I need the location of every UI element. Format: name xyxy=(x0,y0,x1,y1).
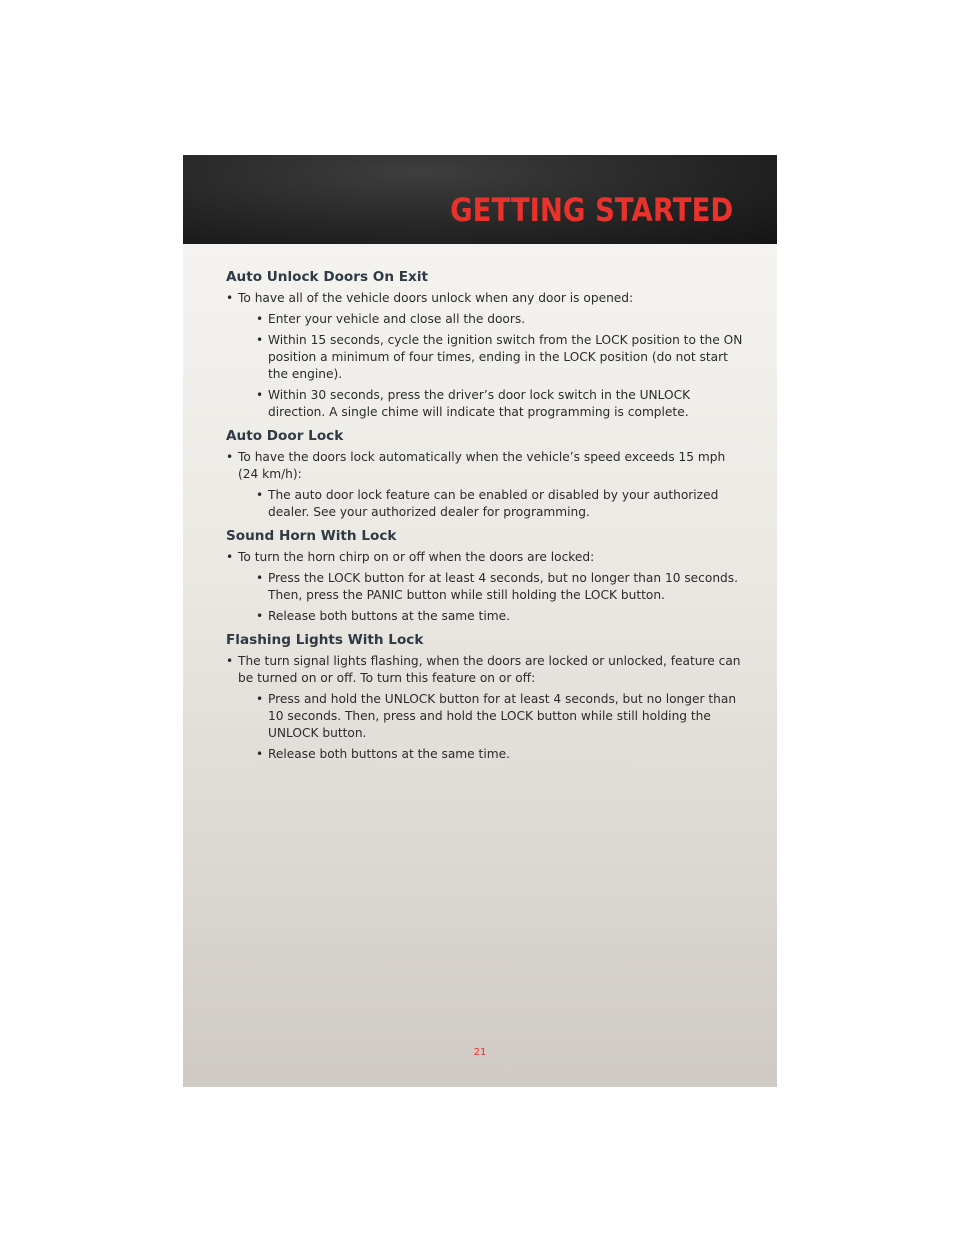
manual-page xyxy=(183,155,777,1087)
item-text: To have all of the vehicle doors unlock when any door is opened: xyxy=(238,291,634,305)
item-text: Press and hold the UNLOCK button for at least 4 seconds, but no longer than 10 seconds. Then, press and hold the LOCK button while still holding the UNLOCK button. xyxy=(268,692,737,740)
bullet: • xyxy=(256,388,264,402)
section-title: Auto Unlock Doors On Exit xyxy=(226,269,428,285)
item-text: The auto door lock feature can be enabled or disabled by your authorized dealer. See your authorized dealer for programming. xyxy=(268,488,719,519)
list-item xyxy=(226,549,746,566)
bullet: • xyxy=(256,488,264,502)
sub-list-item xyxy=(226,332,746,383)
sub-list-item xyxy=(226,691,746,742)
bullet: • xyxy=(256,692,264,706)
section-title: Sound Horn With Lock xyxy=(226,528,397,544)
item-text: Within 30 seconds, press the driver’s door lock switch in the UNLOCK direction. A single chime will indicate that programming is complete. xyxy=(268,388,691,419)
sub-list-item xyxy=(226,311,746,328)
bullet: • xyxy=(226,654,234,668)
sub-list-item xyxy=(226,387,746,421)
bullet: • xyxy=(226,291,234,305)
sub-list-item xyxy=(226,746,746,763)
item-text: To have the doors lock automatically when the vehicle’s speed exceeds 15 mph (24 km/h): xyxy=(238,450,726,481)
page-number: 21 xyxy=(473,1047,487,1058)
item-text: Enter your vehicle and close all the doors. xyxy=(268,312,526,326)
section-flashing-lights xyxy=(226,631,746,763)
bullet: • xyxy=(256,609,264,623)
bullet: • xyxy=(256,333,264,347)
item-text: To turn the horn chirp on or off when the doors are locked: xyxy=(238,550,595,564)
section-auto-unlock xyxy=(226,268,746,421)
list-item xyxy=(226,290,746,307)
item-text: Press the LOCK button for at least 4 seconds, but no longer than 10 seconds. Then, press the PANIC button while still holding the LOCK button. xyxy=(268,571,739,602)
bullet: • xyxy=(226,450,234,464)
item-text: Release both buttons at the same time. xyxy=(268,747,510,761)
content-area xyxy=(226,268,746,767)
bullet: • xyxy=(256,747,264,761)
header-banner xyxy=(183,155,777,244)
bullet: • xyxy=(226,550,234,564)
item-text: Within 15 seconds, cycle the ignition switch from the LOCK position to the ON position a minimum of four times, ending in the LOCK position (do not start the engine). xyxy=(268,333,743,381)
sub-list-item xyxy=(226,487,746,521)
section-title: Flashing Lights With Lock xyxy=(226,632,424,648)
list-item xyxy=(226,653,746,687)
sub-list-item xyxy=(226,570,746,604)
section-auto-door-lock xyxy=(226,427,746,521)
item-text: Release both buttons at the same time. xyxy=(268,609,510,623)
item-text: The turn signal lights flashing, when the doors are locked or unlocked, feature can be turned on or off. To turn this feature on or off: xyxy=(238,654,741,685)
list-item xyxy=(226,449,746,483)
section-title: Auto Door Lock xyxy=(226,428,344,444)
bullet: • xyxy=(256,312,264,326)
page-title: GETTING STARTED xyxy=(449,191,733,229)
bullet: • xyxy=(256,571,264,585)
sub-list-item xyxy=(226,608,746,625)
section-sound-horn xyxy=(226,527,746,625)
